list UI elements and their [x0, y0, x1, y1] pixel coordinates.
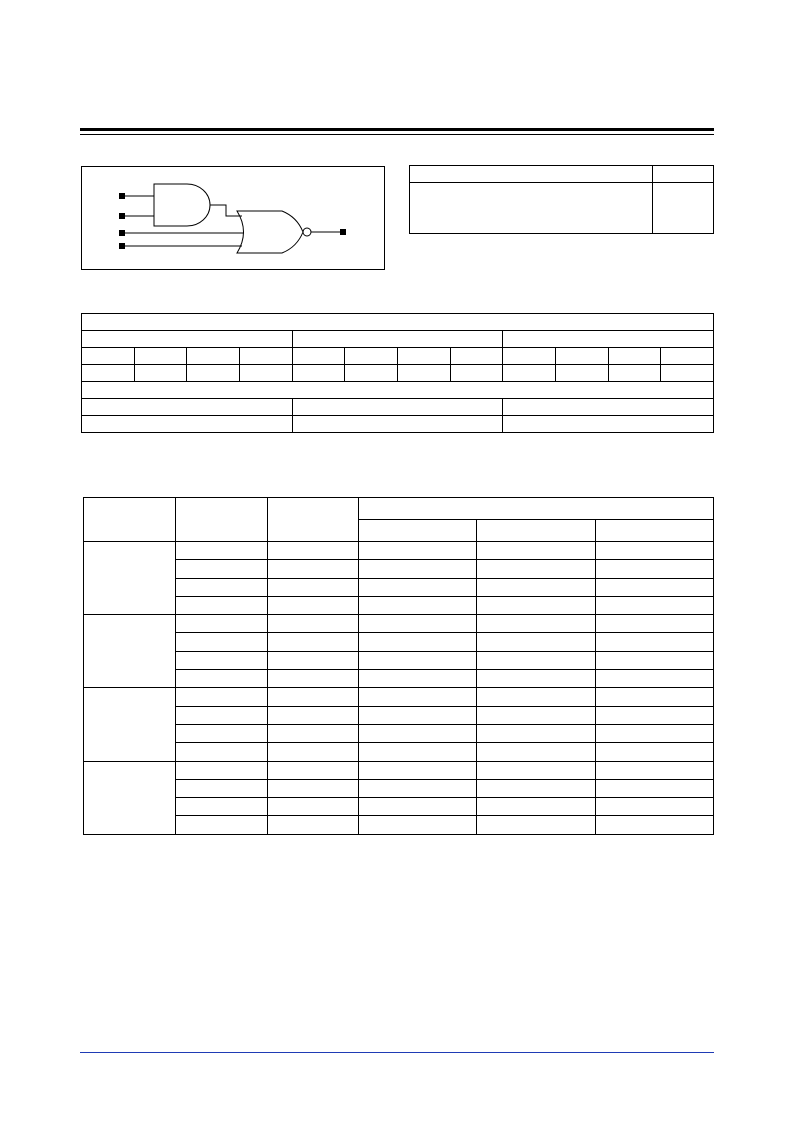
timing-cell: [596, 688, 714, 706]
timing-cell: [477, 743, 596, 761]
timing-cell: [268, 761, 359, 779]
timing-cell: [477, 779, 596, 797]
timing-cell: [268, 724, 359, 742]
timing-cell: [477, 578, 596, 596]
pin-square-icon: [119, 213, 125, 219]
timing-cell: [268, 615, 359, 633]
timing-cell: [176, 761, 268, 779]
timing-cell: [596, 651, 714, 669]
timing-cell: [176, 633, 268, 651]
timing-cell: [359, 560, 477, 578]
timing-cell: [596, 596, 714, 614]
footer-rule: [80, 1052, 714, 1053]
header-rule-thick: [80, 128, 714, 131]
timing-cell: [359, 779, 477, 797]
timing-cell: [477, 542, 596, 560]
inversion-bubble-icon: [303, 228, 311, 236]
timing-cell: [596, 798, 714, 816]
timing-cell: [359, 816, 477, 834]
timing-cell: [268, 578, 359, 596]
timing-cell: [176, 779, 268, 797]
timing-cell: [477, 706, 596, 724]
timing-cell: [596, 633, 714, 651]
timing-cell: [268, 816, 359, 834]
timing-cell: [176, 743, 268, 761]
cell-sub-header: [555, 348, 608, 365]
timing-cell: [176, 816, 268, 834]
timing-cell: [359, 724, 477, 742]
timing-cell: [477, 670, 596, 688]
timing-header: [84, 498, 176, 542]
pin-square-icon: [119, 230, 125, 236]
and-gate-icon: [154, 184, 210, 226]
cell-value: [450, 365, 503, 382]
timing-cell: [477, 724, 596, 742]
cell-sub-header: [82, 348, 135, 365]
timing-header: [268, 498, 359, 542]
function-header-expression: [410, 166, 653, 183]
function-table: [409, 165, 714, 234]
timing-cell: [359, 633, 477, 651]
timing-cell: [268, 798, 359, 816]
cell-row-value: [82, 399, 293, 416]
timing-sub-header: [359, 520, 477, 542]
timing-cell: [176, 651, 268, 669]
cell-row-value: [292, 416, 503, 433]
header-rule-thin: [80, 134, 714, 135]
cell-row-value: [292, 399, 503, 416]
timing-cell: [477, 560, 596, 578]
timing-cell: [176, 560, 268, 578]
cell-section-label: [82, 382, 714, 399]
function-output-cell: [653, 183, 714, 234]
cell-row-value: [82, 416, 293, 433]
timing-cell: [176, 706, 268, 724]
nor-gate-icon: [237, 211, 303, 253]
timing-cell: [176, 596, 268, 614]
cell-value: [82, 365, 135, 382]
cell-row-value: [503, 416, 714, 433]
cell-value: [661, 365, 714, 382]
cell-value: [397, 365, 450, 382]
timing-cell: [268, 688, 359, 706]
timing-cell: [596, 743, 714, 761]
cell-sub-header: [134, 348, 187, 365]
timing-cell: [359, 651, 477, 669]
timing-cell: [359, 706, 477, 724]
timing-cell: [477, 633, 596, 651]
cell-value: [345, 365, 398, 382]
cell-sub-header: [661, 348, 714, 365]
timing-cell: [268, 542, 359, 560]
cell-sub-header: [503, 348, 556, 365]
timing-group-label: [84, 688, 176, 761]
timing-cell: [359, 596, 477, 614]
timing-group-label: [84, 761, 176, 834]
timing-cell: [477, 816, 596, 834]
cell-sub-header: [450, 348, 503, 365]
timing-group-label: [84, 615, 176, 688]
cell-group-header: [82, 331, 293, 348]
timing-cell: [176, 578, 268, 596]
timing-cell: [477, 596, 596, 614]
timing-header: [359, 498, 714, 520]
logic-symbol-diagram: [81, 166, 385, 270]
timing-sub-header: [596, 520, 714, 542]
timing-group-label: [84, 542, 176, 615]
timing-cell: [596, 706, 714, 724]
timing-cell: [268, 651, 359, 669]
timing-cell: [176, 670, 268, 688]
timing-cell: [176, 724, 268, 742]
function-header-output: [653, 166, 714, 183]
timing-cell: [359, 670, 477, 688]
cell-sub-header: [608, 348, 661, 365]
timing-cell: [268, 743, 359, 761]
timing-cell: [477, 688, 596, 706]
pin-square-icon: [119, 243, 125, 249]
timing-cell: [596, 542, 714, 560]
cell-value: [555, 365, 608, 382]
timing-cell: [268, 779, 359, 797]
cell-group-header: [503, 331, 714, 348]
timing-cell: [176, 615, 268, 633]
timing-cell: [596, 560, 714, 578]
timing-cell: [268, 633, 359, 651]
timing-cell: [596, 761, 714, 779]
timing-cell: [359, 542, 477, 560]
timing-cell: [268, 670, 359, 688]
timing-cell: [176, 542, 268, 560]
timing-cell: [596, 578, 714, 596]
cell-value: [503, 365, 556, 382]
timing-table: [83, 497, 714, 835]
timing-cell: [359, 761, 477, 779]
pin-square-icon: [340, 229, 346, 235]
cell-sub-header: [187, 348, 240, 365]
cell-info-table: [81, 313, 714, 433]
ao21-gate-symbol: [82, 167, 384, 269]
timing-cell: [268, 596, 359, 614]
timing-cell: [596, 816, 714, 834]
timing-cell: [477, 761, 596, 779]
timing-cell: [359, 578, 477, 596]
timing-cell: [359, 688, 477, 706]
cell-sub-header: [292, 348, 345, 365]
cell-row-value: [503, 399, 714, 416]
timing-cell: [477, 651, 596, 669]
cell-sub-header: [345, 348, 398, 365]
timing-cell: [268, 560, 359, 578]
timing-cell: [477, 615, 596, 633]
timing-cell: [596, 670, 714, 688]
cell-sub-header: [239, 348, 292, 365]
cell-group-header: [292, 331, 503, 348]
timing-cell: [176, 798, 268, 816]
timing-cell: [359, 615, 477, 633]
cell-value: [292, 365, 345, 382]
function-expression-cell: [410, 183, 653, 234]
timing-cell: [176, 688, 268, 706]
cell-value: [239, 365, 292, 382]
cell-sub-header: [397, 348, 450, 365]
timing-cell: [359, 743, 477, 761]
timing-sub-header: [477, 520, 596, 542]
cell-value: [187, 365, 240, 382]
cell-value: [134, 365, 187, 382]
timing-cell: [596, 615, 714, 633]
timing-cell: [596, 724, 714, 742]
timing-cell: [477, 798, 596, 816]
cell-value: [608, 365, 661, 382]
pin-square-icon: [119, 193, 125, 199]
timing-cell: [359, 798, 477, 816]
cell-table-title: [82, 314, 714, 331]
timing-header: [176, 498, 268, 542]
timing-cell: [268, 706, 359, 724]
timing-cell: [596, 779, 714, 797]
